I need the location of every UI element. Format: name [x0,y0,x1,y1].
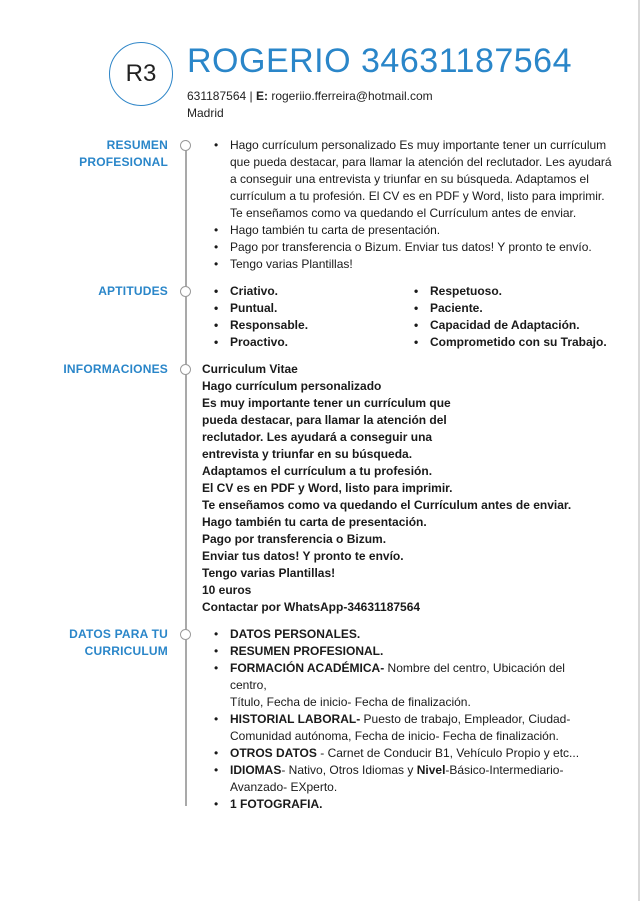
list-item: • Paciente. [402,300,607,317]
email-label: E: [255,89,268,103]
list-item: • Capacidad de Adaptación. [402,317,607,334]
logo-text: R3 [125,60,157,87]
timeline-node-aptitudes [180,286,191,297]
timeline-node-informaciones [180,364,191,375]
list-item: • 1 FOTOGRAFIA. [202,796,602,813]
section-title-resumen: RESUMEN PROFESIONAL [79,138,168,169]
contact-info: 631187564 | E: rogeriio.fferreira@hotmail.com Madrid [187,89,433,120]
email-address: rogeriio.fferreira@hotmail.com [271,89,433,103]
section-title-datos: DATOS PARA TU CURRICULUM [69,627,168,658]
list-item: • OTROS DATOS - Carnet de Conducir B1, Vehículo Propio y etc... [202,745,602,762]
informaciones-content [202,361,571,616]
info-line: Contactar por WhatsApp-34631187564 [202,600,421,614]
list-item: • DATOS PERSONALES. [202,626,602,643]
list-item: • Responsable. [202,317,402,334]
list-item: • Puntual. [202,300,402,317]
info-line: Adaptamos el currículum a tu profesión. [202,464,433,478]
list-item: • Hago también tu carta de presentación. [202,222,612,239]
list-item: • Criativo. [202,283,402,300]
list-item: • Pago por transferencia o Bizum. Enviar tus datos! Y pronto te envío. [202,239,612,256]
info-line: Es muy importante tener un currículum que [202,396,451,410]
timeline-node-resumen [180,140,191,151]
info-line: Hago currículum personalizado [202,379,382,393]
section-title-aptitudes: APTITUDES [98,284,168,298]
list-item: • FORMACIÓN ACADÉMICA- Nombre del centro, Ubicación del centro, Título, Fecha de inicio- Fecha de finalización. [202,660,602,711]
info-line: pueda destacar, para llamar la atención del [202,413,447,427]
aptitudes-column-2 [402,283,607,351]
info-line: reclutador. Les ayudará a conseguir una [202,430,433,444]
list-item: • Hago currículum personalizado Es muy importante tener un currículum que pueda destacar, para llamar la atención del reclutador. Les ayudará a conseguir una entrevista y triunfar en su búsqueda. Adaptamos el currículum a tu profesión. El CV es en PDF y Word, listo para imprimir. Te enseñamos como va quedando el Currículum antes de enviar. [202,137,612,222]
city: Madrid [187,106,224,120]
resumen-content [202,137,612,273]
section-title-informaciones: INFORMACIONES [63,362,168,376]
list-item: • Tengo varias Plantillas! [202,256,612,273]
list-item: • Proactivo. [202,334,402,351]
phone-number: 631187564 [187,89,247,103]
info-line: El CV es en PDF y Word, listo para imprimir. [202,481,453,495]
timeline-line [185,140,187,806]
list-item: • HISTORIAL LABORAL- Puesto de trabajo, Empleador, Ciudad- Comunidad autónoma, Fecha de inicio- Fecha de finalización. [202,711,602,745]
candidate-name: ROGERIO 34631187564 [187,42,572,80]
info-line: Curriculum Vitae [202,362,298,376]
info-line: Te enseñamos como va quedando el Currículum antes de enviar. [202,498,572,512]
list-item: • Respetuoso. [402,283,607,300]
info-line: entrevista y triunfar en su búsqueda. [202,447,413,461]
list-item: • IDIOMAS- Nativo, Otros Idiomas y Nivel-Básico-Intermediario- Avanzado- EXperto. [202,762,602,796]
datos-content [202,626,602,813]
list-item: • RESUMEN PROFESIONAL. [202,643,602,660]
aptitudes-content [202,283,607,351]
info-line: Tengo varias Plantillas! [202,566,336,580]
info-line: 10 euros [202,583,252,597]
aptitudes-column-1 [202,283,402,351]
timeline-node-datos [180,629,191,640]
info-line: Hago también tu carta de presentación. [202,515,427,529]
info-line: Enviar tus datos! Y pronto te envío. [202,549,404,563]
logo-badge [109,42,173,106]
list-item: • Comprometido con su Trabajo. [402,334,607,351]
info-line: Pago por transferencia o Bizum. [202,532,387,546]
